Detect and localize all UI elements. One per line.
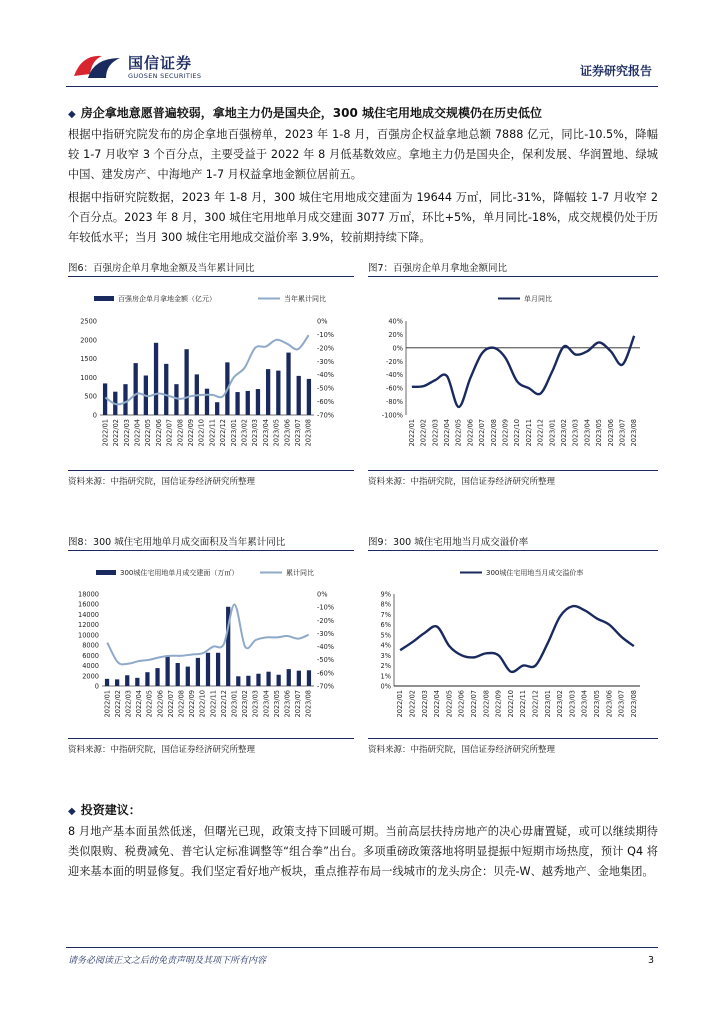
x-tick-label: 2022/06 [466,419,475,447]
y-tick-label: -40% [385,371,403,380]
y-left-tick-label: 6000 [82,651,99,660]
figure-7-rule [368,276,658,277]
bar [236,676,240,686]
bar [155,668,159,686]
bar [246,676,250,686]
y-left-tick-label: 18000 [78,590,99,599]
x-tick-label: 2022/06 [154,419,163,447]
y-left-tick-label: 2000 [82,672,99,681]
x-tick-label: 2022/08 [482,690,491,718]
bar [307,379,311,415]
figure-9-source: 资料来源：中指研究院，国信证券经济研究所整理 [368,745,556,755]
y-tick-label: -100% [381,411,403,420]
x-tick-label: 2023/04 [580,690,589,718]
figure-7-chart [368,280,658,470]
x-tick-label: 2022/05 [145,690,154,718]
paragraph-land-acquisition: 根据中指研究院发布的房企拿地百强榜单，2023 年 1-8 月，百强房企权益拿地总额 7888 亿元，同比-10.5%，降幅较 1-7 月收窄 3 个百分点，主要受益于 2022 年 8 月低基数效应。拿地主力仍是国央企，保利发展、华润置地、绿城中国、建发房产、中海地产 1-7 月权益拿地金额位居前五。 [68,128,658,181]
legend-label-bar: 300城住宅用地单月成交建面（万㎡） [120,569,239,577]
section-heading-1 [68,102,658,121]
figure-6-chart [68,280,354,470]
x-tick-label: 2023/03 [571,419,580,447]
disclaimer-note: 请务必阅读正文之后的免责声明及其项下所有内容 [68,956,267,966]
y-right-tick-label: -20% [317,344,335,353]
x-tick-label: 2022/04 [135,690,144,718]
x-tick-label: 2022/03 [431,419,440,447]
y-right-tick-label: -50% [317,656,335,665]
x-tick-label: 2022/02 [419,419,428,447]
x-tick-label: 2022/10 [198,690,207,718]
diamond-bullet-icon: ◆ [68,806,76,817]
y-right-tick-label: 0% [317,317,328,326]
x-tick-label: 2022/12 [536,419,545,447]
x-tick-label: 2022/01 [101,419,110,447]
bar [205,389,209,415]
page-number: 3 [648,955,655,966]
bar [125,675,129,686]
y-tick-label: 2% [380,662,391,671]
legend-swatch-bar [96,570,116,575]
figure-9-title: 图9：300 城住宅用地当月成交溢价率 [368,537,529,548]
x-tick-label: 2022/07 [469,690,478,718]
y-right-tick-label: -60% [317,669,335,678]
y-right-tick-label: -40% [317,371,335,380]
y-tick-label: 7% [380,610,391,619]
x-tick-label: 2022/11 [209,690,218,718]
x-tick-label: 2023/02 [241,690,250,718]
y-tick-label: -20% [385,357,403,366]
x-tick-label: 2022/05 [454,419,463,447]
figure-9-rule [368,550,658,551]
x-tick-label: 2022/05 [144,419,153,447]
y-right-tick-label: -20% [317,616,335,625]
bar [105,679,109,686]
y-tick-label: 6% [380,621,391,630]
bar [115,679,119,686]
y-left-tick-label: 1500 [80,355,97,364]
x-tick-label: 2023/02 [559,419,568,447]
y-right-tick-label: -10% [317,330,335,339]
x-tick-label: 2023/01 [230,690,239,718]
figure-7-title: 图7：百强房企单月拿地金额同比 [368,263,508,274]
paragraph-investment-advice: 8 月地产基本面虽然低迷，但曙光已现，政策支持下回暖可期。当前高层扶持房地产的决心毋庸置疑，或可以继续期待类似限购、税费减免、普宅认定标准调整等“组合拳”出台。多项重磅政策落地将明显提振中短期市场热度，预计 Q4 将迎来基本面的明显修复。我们坚定看好地产板块，重点推荐布局一线城市的龙头房企：贝壳-W、越秀地产、金地集团。 [68,825,658,878]
bar [297,671,301,686]
bar [134,363,138,415]
figure-8-source: 资料来源：中指研究院，国信证券经济研究所整理 [68,745,256,755]
figure-8-chart [68,554,354,738]
x-tick-label: 2022/01 [396,690,405,718]
y-tick-label: 3% [380,651,391,660]
bar [286,353,290,415]
bar [246,391,250,415]
y-tick-label: 1% [380,672,391,681]
y-left-tick-label: 2000 [80,336,97,345]
x-tick-label: 2023/02 [240,419,249,447]
figure-7-bottom-rule [368,470,658,471]
header-rule [66,86,658,87]
x-tick-label: 2022/03 [122,419,131,447]
y-tick-label: 4% [380,641,391,650]
x-tick-label: 2022/09 [186,419,195,447]
bar [206,653,210,686]
y-right-tick-label: 0% [317,590,328,599]
legend-label-line: 300城住宅用地当月成交溢价率 [486,569,584,577]
x-tick-label: 2022/05 [445,690,454,718]
y-right-tick-label: -30% [317,357,335,366]
bar [287,669,291,686]
x-tick-label: 2022/07 [478,419,487,447]
y-tick-label: 5% [380,631,391,640]
bar [266,369,270,415]
bar [307,670,311,686]
x-tick-label: 2023/04 [262,690,271,718]
legend-label-line: 累计同比 [286,569,314,577]
bar [176,663,180,686]
bar [165,655,169,686]
x-tick-label: 2023/05 [595,419,604,447]
x-tick-label: 2023/07 [617,690,626,718]
y-left-tick-label: 1000 [80,373,97,382]
legend-label-line: 当年累计同比 [284,295,326,303]
y-left-tick-label: 500 [84,392,97,401]
x-tick-label: 2022/11 [524,419,533,447]
x-tick-label: 2023/03 [251,690,260,718]
x-tick-label: 2022/02 [112,419,121,447]
diamond-bullet-icon: ◆ [68,109,76,120]
y-left-tick-label: 2500 [80,317,97,326]
x-tick-label: 2022/04 [433,690,442,718]
figure-8-title: 图8：300 城住宅用地单月成交面积及当年累计同比 [68,537,286,548]
line-series [412,336,634,407]
x-tick-label: 2022/07 [166,690,175,718]
x-tick-label: 2022/06 [457,690,466,718]
brand-name-en: GUOSEN SECURITIES [128,72,202,80]
paragraph-land-transactions: 根据中指研究院数据，2023 年 1-8 月，300 城住宅用地成交建面为 19644 万㎡，同比-31%，降幅较 1-7 月收窄 2 个百分点。2023 年 8 月，300 城住宅用地单月成交建面 3077 万㎡，环比+5%，单月同比-18%，成交规模仍处于历年较低水平；当月 300 城住宅用地成交溢价率 3.9%，较前期持续下降。 [68,191,658,244]
x-tick-label: 2022/10 [513,419,522,447]
x-tick-label: 2023/05 [272,419,281,447]
x-tick-label: 2022/08 [177,690,186,718]
page-header [0,0,724,90]
y-left-tick-label: 16000 [78,600,99,609]
x-tick-label: 2022/06 [156,690,165,718]
brand-name: 国信证券 [128,54,193,72]
x-tick-label: 2022/02 [113,690,122,718]
y-tick-label: 20% [388,330,403,339]
x-tick-label: 2023/06 [283,419,292,447]
figure-7-source: 资料来源：中指研究院，国信证券经济研究所整理 [368,477,556,487]
y-tick-label: -60% [385,384,403,393]
x-tick-label: 2022/11 [208,419,217,447]
x-tick-label: 2022/10 [197,419,206,447]
x-tick-label: 2022/12 [219,690,228,718]
bar [235,392,239,415]
y-right-tick-label: -70% [317,682,335,691]
guosen-logo-icon [72,50,124,82]
x-tick-label: 2023/06 [605,690,614,718]
bar [215,402,219,415]
x-tick-label: 2023/01 [229,419,238,447]
x-tick-label: 2023/03 [568,690,577,718]
x-tick-label: 2022/11 [519,690,528,718]
y-left-tick-label: 0 [94,682,99,691]
bar [145,672,149,686]
bar [164,364,168,415]
y-right-tick-label: -60% [317,398,335,407]
bar [196,658,200,686]
figure-6-source: 资料来源：中指研究院，国信证券经济研究所整理 [68,477,256,487]
x-tick-label: 2023/01 [548,419,557,447]
x-tick-label: 2023/02 [556,690,565,718]
bar [277,675,281,686]
footer-rule [66,947,658,948]
x-tick-label: 2022/09 [501,419,510,447]
x-tick-label: 2022/09 [494,690,503,718]
x-tick-label: 2023/07 [618,419,627,447]
y-tick-label: 9% [380,590,391,599]
x-tick-label: 2023/06 [283,690,292,718]
y-left-tick-label: 0 [92,411,97,420]
legend-label-line: 单月同比 [524,295,552,303]
x-tick-label: 2023/05 [272,690,281,718]
figure-9-bottom-rule [368,738,658,739]
section-heading-2 [68,799,658,818]
figure-6-title: 图6：百强房企单月拿地金额及当年累计同比 [68,263,255,274]
bar [256,389,260,415]
x-tick-label: 2022/08 [489,419,498,447]
y-left-tick-label: 8000 [82,641,99,650]
x-tick-label: 2022/03 [420,690,429,718]
bar [154,343,158,415]
x-tick-label: 2022/01 [407,419,416,447]
x-tick-label: 2023/08 [629,690,638,718]
x-tick-label: 2023/06 [606,419,615,447]
figure-8-bottom-rule [68,738,354,739]
x-tick-label: 2023/07 [294,690,303,718]
x-tick-label: 2023/07 [293,419,302,447]
y-tick-label: 40% [388,317,403,326]
bar [184,349,188,415]
line-series [400,606,634,672]
y-right-tick-label: -70% [317,411,335,420]
legend-swatch-bar [94,296,114,301]
x-tick-label: 2022/10 [506,690,515,718]
x-tick-label: 2023/03 [251,419,260,447]
y-right-tick-label: -50% [317,384,335,393]
x-tick-label: 2022/12 [531,690,540,718]
x-tick-label: 2022/01 [103,690,112,718]
bar [276,371,280,415]
x-tick-label: 2023/04 [261,419,270,447]
x-tick-label: 2023/08 [630,419,639,447]
figure-6-bottom-rule [68,470,354,471]
report-type: 证券研究报告 [580,64,653,78]
section-heading-text: 房企拿地意愿普遍较弱，拿地主力仍是国央企，300 城住宅用地成交规模仍在历史低位 [80,106,543,120]
y-left-tick-label: 12000 [78,621,99,630]
x-tick-label: 2022/12 [219,419,228,447]
bar [123,384,127,415]
x-tick-label: 2022/03 [124,690,133,718]
section-heading-text: 投资建议： [80,803,141,817]
x-tick-label: 2023/08 [304,690,313,718]
legend-label-bar: 百强房企单月拿地金额（亿元） [118,295,216,303]
x-tick-label: 2022/08 [176,419,185,447]
x-tick-label: 2022/02 [408,690,417,718]
bar [216,653,220,686]
figure-6-rule [68,276,354,277]
x-tick-label: 2022/09 [188,690,197,718]
bar [266,672,270,686]
x-tick-label: 2022/04 [442,419,451,447]
bar [256,674,260,686]
x-tick-label: 2023/05 [592,690,601,718]
x-tick-label: 2023/01 [543,690,552,718]
x-tick-label: 2022/04 [133,419,142,447]
y-tick-label: 8% [380,600,391,609]
y-tick-label: -80% [385,398,403,407]
y-right-tick-label: -10% [317,603,335,612]
figure-9-chart [368,554,658,738]
y-tick-label: 0% [392,344,403,353]
bar [186,667,190,686]
y-left-tick-label: 14000 [78,610,99,619]
y-right-tick-label: -40% [317,643,335,652]
x-tick-label: 2023/04 [583,419,592,447]
bar [135,678,139,686]
bar [297,376,301,415]
y-tick-label: 0% [380,682,391,691]
y-left-tick-label: 10000 [78,631,99,640]
y-right-tick-label: -30% [317,629,335,638]
x-tick-label: 2023/08 [304,419,313,447]
figure-8-rule [68,550,354,551]
y-left-tick-label: 4000 [82,662,99,671]
x-tick-label: 2022/07 [165,419,174,447]
